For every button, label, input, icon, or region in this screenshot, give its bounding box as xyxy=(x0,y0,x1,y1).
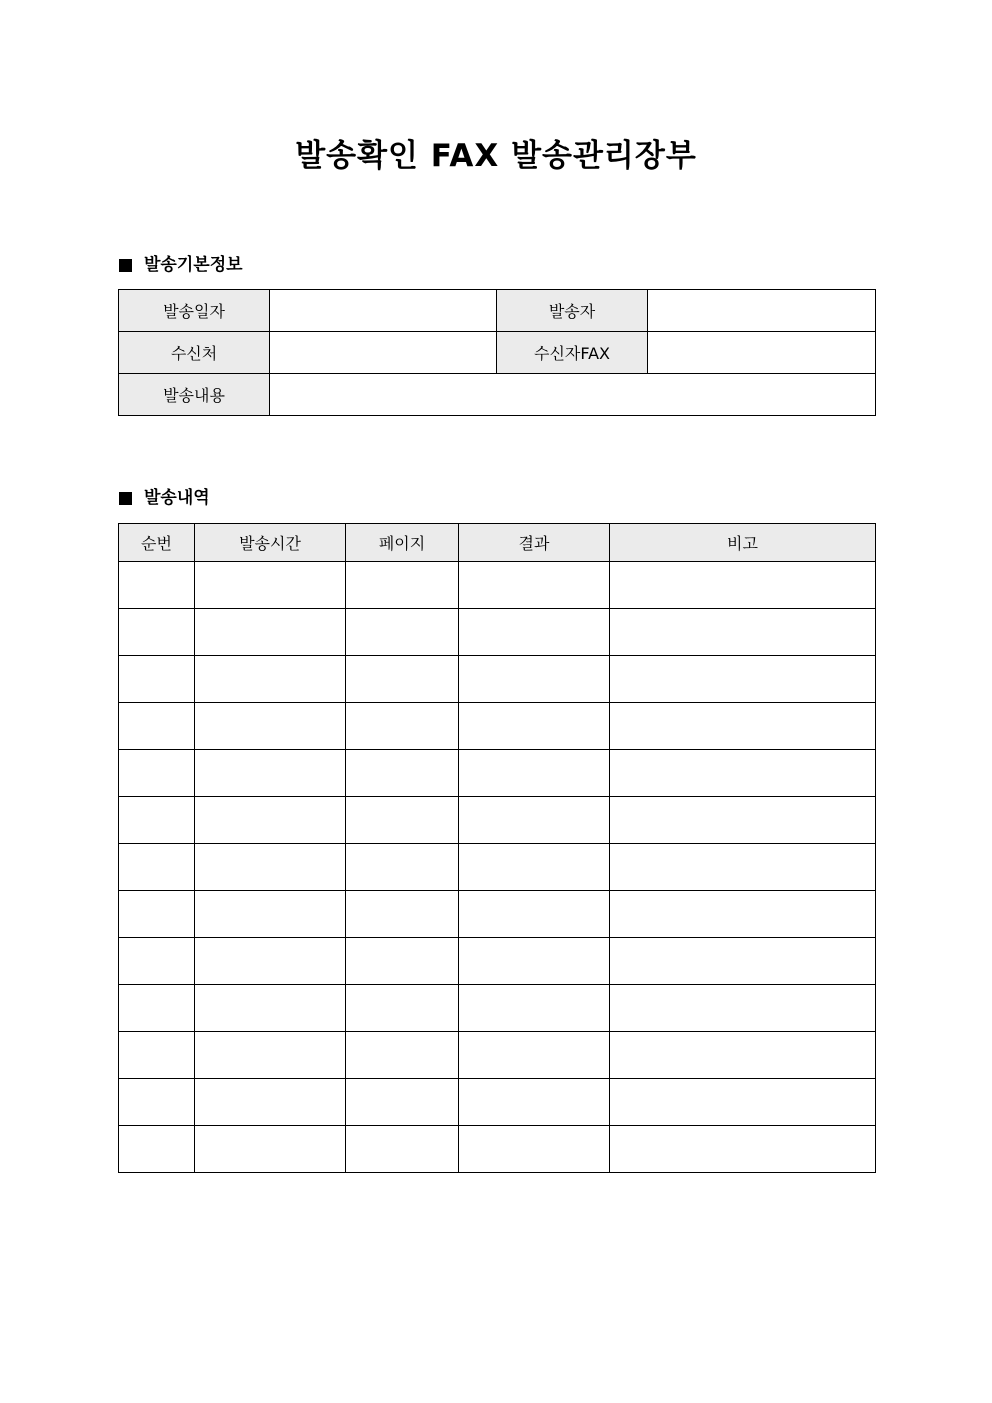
result-cell[interactable] xyxy=(459,938,610,985)
col-header-number: 순번 xyxy=(119,524,195,562)
remarks-cell[interactable] xyxy=(610,609,876,656)
pages-cell[interactable] xyxy=(346,562,459,609)
table-row xyxy=(119,1079,876,1126)
number-cell[interactable] xyxy=(119,1126,195,1173)
pages-cell[interactable] xyxy=(346,938,459,985)
history-body xyxy=(119,562,876,1173)
history-heading-text: 발송내역 xyxy=(144,488,210,508)
remarks-cell[interactable] xyxy=(610,985,876,1032)
table-row xyxy=(119,797,876,844)
remarks-cell[interactable] xyxy=(610,656,876,703)
send-time-cell[interactable] xyxy=(195,750,346,797)
remarks-cell[interactable] xyxy=(610,891,876,938)
number-cell[interactable] xyxy=(119,891,195,938)
number-cell[interactable] xyxy=(119,938,195,985)
pages-cell[interactable] xyxy=(346,1079,459,1126)
number-cell[interactable] xyxy=(119,1032,195,1079)
basic-info-table xyxy=(118,289,876,416)
table-row xyxy=(119,656,876,703)
history-header-row xyxy=(119,524,876,562)
table-row xyxy=(119,703,876,750)
table-row xyxy=(119,609,876,656)
pages-cell[interactable] xyxy=(346,985,459,1032)
result-cell[interactable] xyxy=(459,985,610,1032)
square-bullet-icon xyxy=(119,259,132,272)
send-time-cell[interactable] xyxy=(195,891,346,938)
table-row xyxy=(119,374,876,416)
pages-cell[interactable] xyxy=(346,1126,459,1173)
col-header-pages: 페이지 xyxy=(346,524,459,562)
send-time-cell[interactable] xyxy=(195,656,346,703)
col-header-send-time: 발송시간 xyxy=(195,524,346,562)
pages-cell[interactable] xyxy=(346,844,459,891)
number-cell[interactable] xyxy=(119,1079,195,1126)
number-cell[interactable] xyxy=(119,985,195,1032)
result-cell[interactable] xyxy=(459,1126,610,1173)
number-cell[interactable] xyxy=(119,562,195,609)
remarks-cell[interactable] xyxy=(610,703,876,750)
send-time-cell[interactable] xyxy=(195,844,346,891)
send-time-cell[interactable] xyxy=(195,938,346,985)
send-time-cell[interactable] xyxy=(195,985,346,1032)
table-row xyxy=(119,985,876,1032)
table-row xyxy=(119,1032,876,1079)
result-cell[interactable] xyxy=(459,1079,610,1126)
pages-cell[interactable] xyxy=(346,891,459,938)
number-cell[interactable] xyxy=(119,797,195,844)
result-cell[interactable] xyxy=(459,750,610,797)
col-header-result: 결과 xyxy=(459,524,610,562)
table-row xyxy=(119,290,876,332)
remarks-cell[interactable] xyxy=(610,938,876,985)
sender-label: 발송자 xyxy=(497,290,648,332)
remarks-cell[interactable] xyxy=(610,844,876,891)
send-date-field[interactable] xyxy=(270,290,497,332)
table-row xyxy=(119,750,876,797)
pages-cell[interactable] xyxy=(346,609,459,656)
send-date-label: 발송일자 xyxy=(119,290,270,332)
basic-info-heading xyxy=(119,253,243,277)
pages-cell[interactable] xyxy=(346,703,459,750)
square-bullet-icon xyxy=(119,492,132,505)
recipient-label: 수신처 xyxy=(119,332,270,374)
send-time-cell[interactable] xyxy=(195,703,346,750)
number-cell[interactable] xyxy=(119,703,195,750)
table-row xyxy=(119,1126,876,1173)
table-row xyxy=(119,562,876,609)
result-cell[interactable] xyxy=(459,797,610,844)
history-table xyxy=(118,523,876,1173)
sender-field[interactable] xyxy=(648,290,876,332)
col-header-remarks: 비고 xyxy=(610,524,876,562)
remarks-cell[interactable] xyxy=(610,750,876,797)
table-row xyxy=(119,844,876,891)
content-label: 발송내용 xyxy=(119,374,270,416)
recipient-fax-field[interactable] xyxy=(648,332,876,374)
remarks-cell[interactable] xyxy=(610,1079,876,1126)
result-cell[interactable] xyxy=(459,844,610,891)
send-time-cell[interactable] xyxy=(195,1079,346,1126)
remarks-cell[interactable] xyxy=(610,1032,876,1079)
number-cell[interactable] xyxy=(119,656,195,703)
remarks-cell[interactable] xyxy=(610,797,876,844)
number-cell[interactable] xyxy=(119,609,195,656)
send-time-cell[interactable] xyxy=(195,1126,346,1173)
result-cell[interactable] xyxy=(459,891,610,938)
send-time-cell[interactable] xyxy=(195,562,346,609)
send-time-cell[interactable] xyxy=(195,609,346,656)
pages-cell[interactable] xyxy=(346,797,459,844)
table-row xyxy=(119,938,876,985)
pages-cell[interactable] xyxy=(346,656,459,703)
basic-info-heading-text: 발송기본정보 xyxy=(144,255,243,275)
result-cell[interactable] xyxy=(459,609,610,656)
recipient-fax-label: 수신자FAX xyxy=(497,332,648,374)
result-cell[interactable] xyxy=(459,703,610,750)
result-cell[interactable] xyxy=(459,656,610,703)
number-cell[interactable] xyxy=(119,844,195,891)
result-cell[interactable] xyxy=(459,562,610,609)
table-row xyxy=(119,891,876,938)
table-row xyxy=(119,332,876,374)
send-time-cell[interactable] xyxy=(195,797,346,844)
remarks-cell[interactable] xyxy=(610,1126,876,1173)
content-field[interactable] xyxy=(270,374,876,416)
pages-cell[interactable] xyxy=(346,750,459,797)
send-time-cell[interactable] xyxy=(195,1032,346,1079)
history-heading xyxy=(119,486,210,510)
result-cell[interactable] xyxy=(459,1032,610,1079)
pages-cell[interactable] xyxy=(346,1032,459,1079)
number-cell[interactable] xyxy=(119,750,195,797)
document-title: 발송확인 FAX 발송관리장부 xyxy=(295,138,697,174)
remarks-cell[interactable] xyxy=(610,562,876,609)
recipient-field[interactable] xyxy=(270,332,497,374)
